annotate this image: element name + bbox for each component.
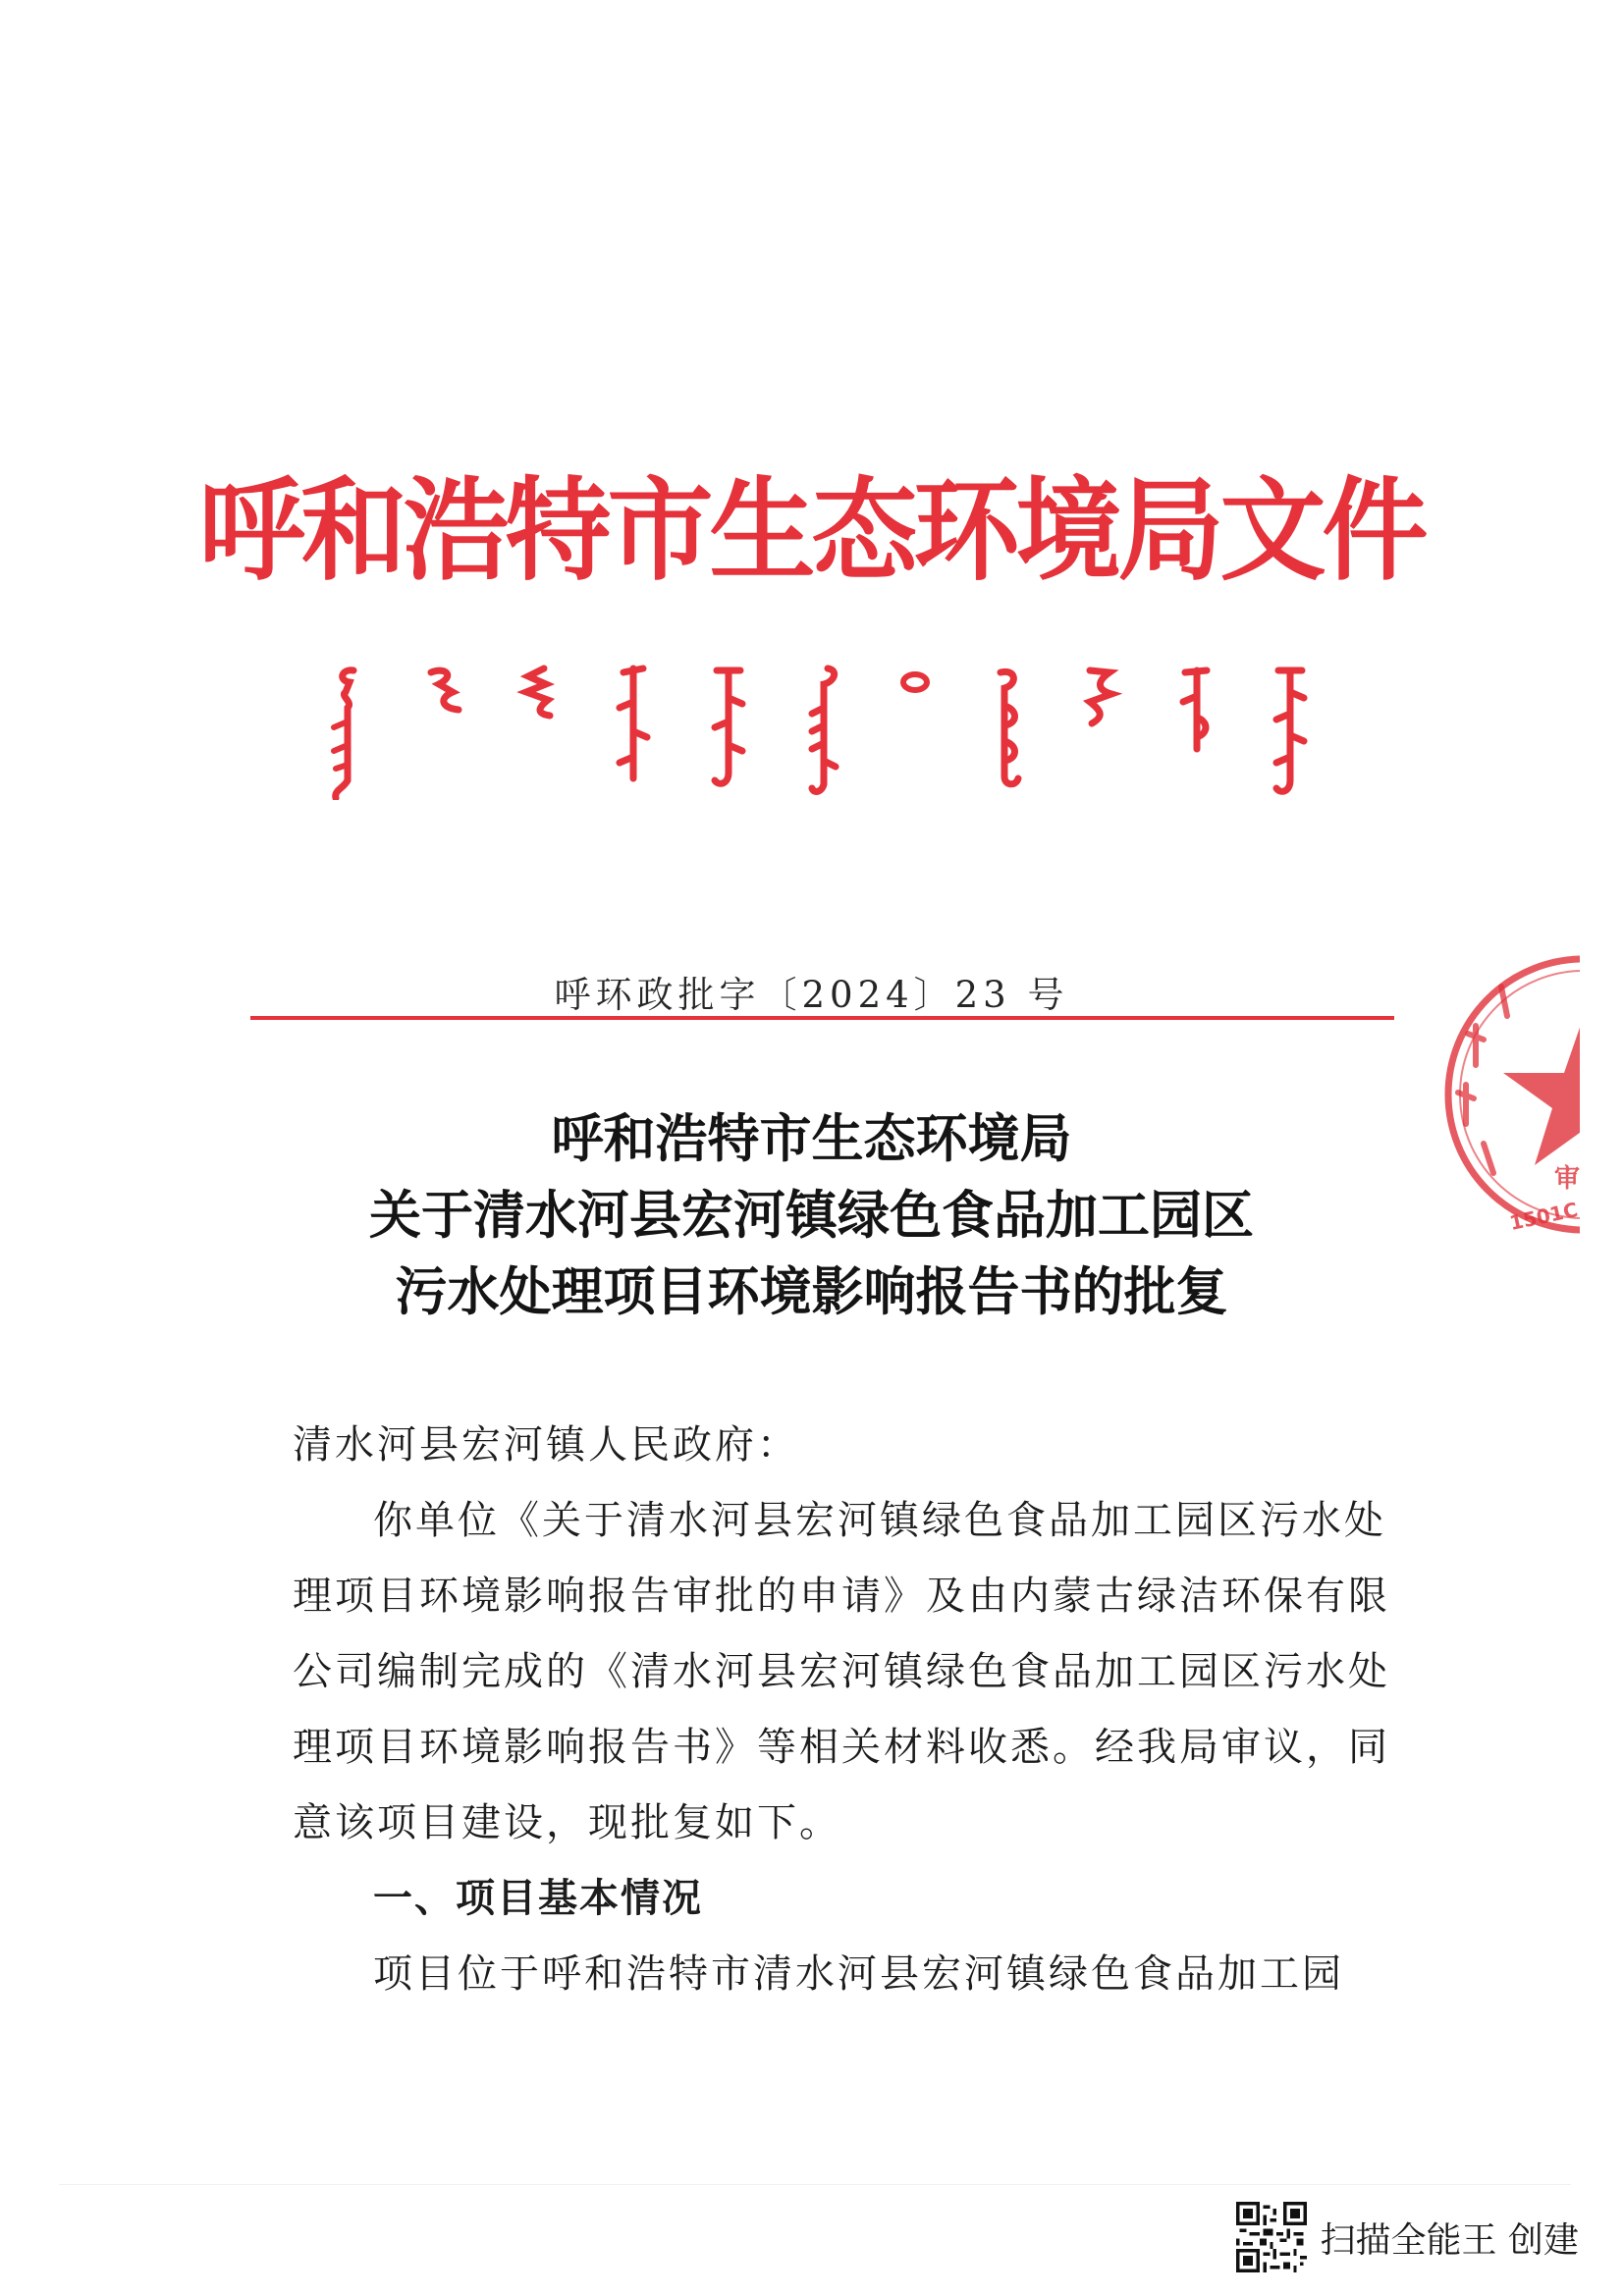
mongolian-glyph	[610, 663, 659, 790]
addressee: 清水河县宏河镇人民政府：	[293, 1422, 799, 1468]
title-line: 关于清水河县宏河镇绿色食品加工园区	[369, 1186, 1254, 1246]
mongolian-glyph	[1076, 663, 1125, 731]
scanner-label: 扫描全能王 创建	[1320, 2219, 1579, 2261]
document-number: 呼环政批字〔2024〕23 号	[554, 974, 1069, 1016]
paragraph-line: 意该项目建设，现批复如下。	[293, 1800, 841, 1845]
scanner-watermark	[1236, 2202, 1579, 2272]
qr-code-icon	[1236, 2202, 1307, 2272]
section-heading: 一、项目基本情况	[373, 1876, 703, 1921]
mongolian-glyph	[895, 663, 935, 702]
mongolian-glyph	[324, 663, 373, 800]
section-first-line: 项目位于呼和浩特市清水河县宏河镇绿色食品加工园	[373, 1951, 1344, 1997]
document-body	[293, 1408, 1390, 2012]
masthead-title: 呼和浩特市生态环境局文件	[198, 466, 1425, 597]
paragraph-line: 理项目环境影响报告审批的申请》及由内蒙古绿洁环保有限	[293, 1574, 1390, 1619]
mongolian-glyph	[514, 663, 564, 721]
mongolian-glyph	[1267, 663, 1316, 800]
title-line: 污水处理项目环境影响报告书的批复	[395, 1262, 1228, 1322]
mongolian-glyph	[800, 663, 849, 800]
mongolian-glyph	[981, 663, 1030, 790]
mongolian-glyph	[705, 663, 754, 790]
mongolian-glyph	[419, 663, 468, 721]
document-title	[0, 1101, 1623, 1331]
paragraph-line: 公司编制完成的《清水河县宏河镇绿色食品加工园区污水处	[293, 1649, 1390, 1694]
seal-serial-number: 1501C	[1507, 1197, 1581, 1236]
red-divider-line	[250, 1016, 1394, 1020]
footer-divider	[59, 2184, 1571, 2185]
paragraph-line: 你单位《关于清水河县宏河镇绿色食品加工园区污水处	[373, 1498, 1386, 1543]
title-line: 呼和浩特市生态环境局	[551, 1109, 1072, 1169]
mongolian-script-heading	[324, 663, 1316, 810]
seal-text-char: 审	[1554, 1164, 1581, 1194]
paragraph-line: 理项目环境影响报告书》等相关材料收悉。经我局审议，同	[293, 1725, 1390, 1770]
mongolian-glyph	[1171, 663, 1220, 761]
